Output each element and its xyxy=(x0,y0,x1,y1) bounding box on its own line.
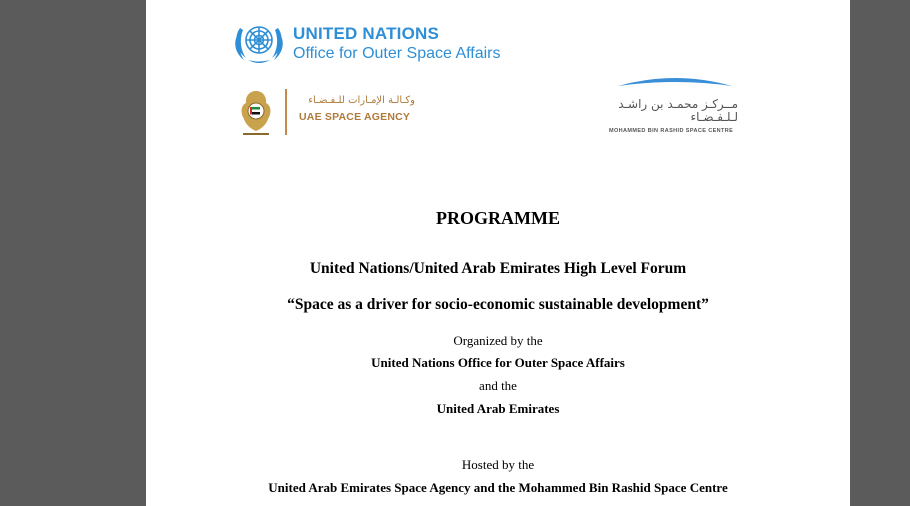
hosts-text: United Arab Emirates Space Agency and the Mohammed Bin Rashid Space Centre xyxy=(268,480,728,495)
mbrsc-logo-arabic-line1: مــركـز محمـد بن راشـد xyxy=(618,97,738,111)
mbrsc-logo-arabic-line2: لـلـفـضـاء xyxy=(690,110,738,125)
uae-logo-arabic: وكـالـة الإمـارات للـفـضـاء xyxy=(308,95,415,106)
organizer-un-oosa: United Nations Office for Outer Space Affairs xyxy=(371,355,625,370)
un-logo-text xyxy=(293,25,501,62)
mbrsc-logo xyxy=(606,74,746,138)
un-emblem-icon xyxy=(232,18,286,66)
un-logo xyxy=(232,18,522,68)
forum-theme: “Space as a driver for socio-economic sustainable development” xyxy=(287,296,709,313)
forum-title: United Nations/United Arab Emirates High Level Forum xyxy=(309,260,687,277)
mbrsc-arc-icon xyxy=(616,74,734,88)
programme-heading: PROGRAMME xyxy=(436,208,560,228)
un-logo-title: UNITED NATIONS xyxy=(293,24,440,43)
mbrsc-logo-english: MOHAMMED BIN RASHID SPACE CENTRE xyxy=(609,128,734,134)
uae-logo-divider xyxy=(285,89,287,135)
document-page xyxy=(146,0,850,506)
organized-by-label: Organized by the xyxy=(453,333,543,348)
uae-logo-english: UAE SPACE AGENCY xyxy=(299,111,411,123)
mbrsc-logo-arabic xyxy=(606,98,738,124)
uae-emblem-icon xyxy=(237,87,275,137)
and-the-label: and the xyxy=(479,378,517,393)
uae-space-agency-logo xyxy=(237,87,427,139)
hosted-by-label: Hosted by the xyxy=(461,457,535,472)
organizer-uae: United Arab Emirates xyxy=(436,401,560,416)
un-logo-subtitle: Office for Outer Space Affairs xyxy=(293,45,501,62)
